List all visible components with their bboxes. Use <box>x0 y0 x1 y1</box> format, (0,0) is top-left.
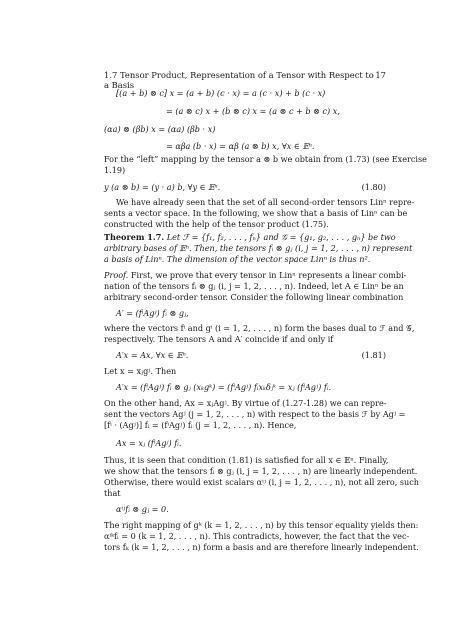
theorem-line: a basis of Linⁿ. The dimension of the vector space Linⁿ is thus n². <box>104 254 371 264</box>
equation-line: Ax = xⱼ (fⁱAgʲ) fᵢ. <box>116 438 182 448</box>
equation-text: y (a ⊗ b) = (y · a) b, ∀y ∈ 𝔼ⁿ. <box>104 182 221 192</box>
text-line: tors fₖ (k = 1, 2, . . . , n) form a basis and are therefore linearly independent. <box>104 542 419 552</box>
proof-text: First, we prove that every tensor in Linⁿ represents a linear combi- <box>130 270 407 280</box>
equation-line: A′x = (fⁱAgʲ) fᵢ ⊗ gⱼ (xₖgᵏ) = (fⁱAgʲ) fᵢxₖδⱼᵏ = xⱼ (fⁱAgʲ) fᵢ. <box>116 382 332 392</box>
text-line: sents a vector space. In the following, we show that a basis of Linⁿ can be <box>104 208 408 218</box>
equation-line: = αβa (b · x) = αβ (a ⊗ b) x, ∀x ∈ 𝔼ⁿ. <box>166 141 315 151</box>
theorem-label: Theorem 1.7. <box>104 232 165 242</box>
text-line: Let x = xⱼgʲ. Then <box>104 366 177 376</box>
text-line: αⁱᵏfᵢ = 0 (k = 1, 2, . . . , n). This contradicts, however, the fact that the vec- <box>104 531 410 541</box>
text-line: For the “left” mapping by the tensor a ⊗ b we obtain from (1.73) (see Exercise <box>104 154 427 164</box>
text-line: 1.19) <box>104 165 126 175</box>
header-title: 1.7 Tensor Product, Representation of a Tensor with Respect to a Basis <box>104 70 374 90</box>
equation-text: A′x = Ax, ∀x ∈ 𝔼ⁿ. <box>116 350 189 360</box>
equation-1-80 <box>104 182 386 193</box>
text-line: On the other hand, Ax = xⱼAgʲ. By virtue of (1.27-1.28) we can repre- <box>104 398 387 408</box>
text-line: constructed with the help of the tensor product (1.75). <box>104 219 329 229</box>
text-line: Thus, it is seen that condition (1.81) is satisfied for all x ∈ 𝔼ⁿ. Finally, <box>104 455 389 465</box>
text-line: Otherwise, there would exist scalars αⁱʲ (i, j = 1, 2, . . . , n), not all zero, such <box>104 477 420 487</box>
text-line: We have already seen that the set of all second-order tensors Linⁿ repre- <box>116 197 415 207</box>
equation-line: αⁱʲfᵢ ⊗ gⱼ = 0. <box>116 504 169 514</box>
equation-line: (αa) ⊗ (βb) x = (αa) (βb · x) <box>104 124 216 134</box>
text-line: sent the vectors Agʲ (j = 1, 2, . . . , n) with respect to the basis ℱ by Agʲ = <box>104 409 406 419</box>
page-number: 17 <box>375 70 386 80</box>
equation-1-81 <box>116 350 386 361</box>
text-line: we show that the tensors fᵢ ⊗ gⱼ (i, j = 1, 2, . . . , n) are linearly independent. <box>104 466 418 476</box>
theorem-line: arbitrary bases of 𝔼ⁿ. Then, the tensors fᵢ ⊗ gⱼ (i, j = 1, 2, . . . , n) represent <box>104 243 413 253</box>
theorem-text: Let ℱ = {f₁, f₂, . . . , fₙ} and 𝒢 = {g₁, g₂, . . . , gₙ} be two <box>166 232 396 242</box>
text-line: [fⁱ · (Agʲ)] fᵢ = (fⁱAgʲ) fᵢ (j = 1, 2, . . . , n). Hence, <box>104 420 297 430</box>
text-line: The right mapping of gᵏ (k = 1, 2, . . . , n) by this tensor equality yields then: <box>104 520 419 530</box>
text-line: nation of the tensors fᵢ ⊗ gⱼ (i, j = 1, 2, . . . , n). Indeed, let A ∈ Linⁿ be an <box>104 281 404 291</box>
text-line: respectively. The tensors A and A′ coincide if and only if <box>104 334 334 344</box>
equation-line: A′ = (fⁱAgʲ) fᵢ ⊗ gⱼ, <box>116 308 189 318</box>
equation-number: (1.81) <box>361 350 386 360</box>
running-header <box>104 70 386 90</box>
proof-label: Proof. <box>104 270 129 280</box>
text-line: arbitrary second-order tensor. Consider the following linear combination <box>104 292 404 302</box>
theorem-line <box>104 232 396 243</box>
text-line: where the vectors fⁱ and gⁱ (i = 1, 2, . . . , n) form the bases dual to ℱ and 𝒢, <box>104 323 415 333</box>
proof-line <box>104 270 407 281</box>
text-line: that <box>104 488 121 498</box>
equation-number: (1.80) <box>361 182 386 192</box>
equation-line: = (a ⊗ c) x + (b ⊗ c) x = (a ⊗ c + b ⊗ c) x, <box>166 106 340 116</box>
equation-line: [(a + b) ⊗ c] x = (a + b) (c · x) = a (c · x) + b (c · x) <box>116 88 326 98</box>
